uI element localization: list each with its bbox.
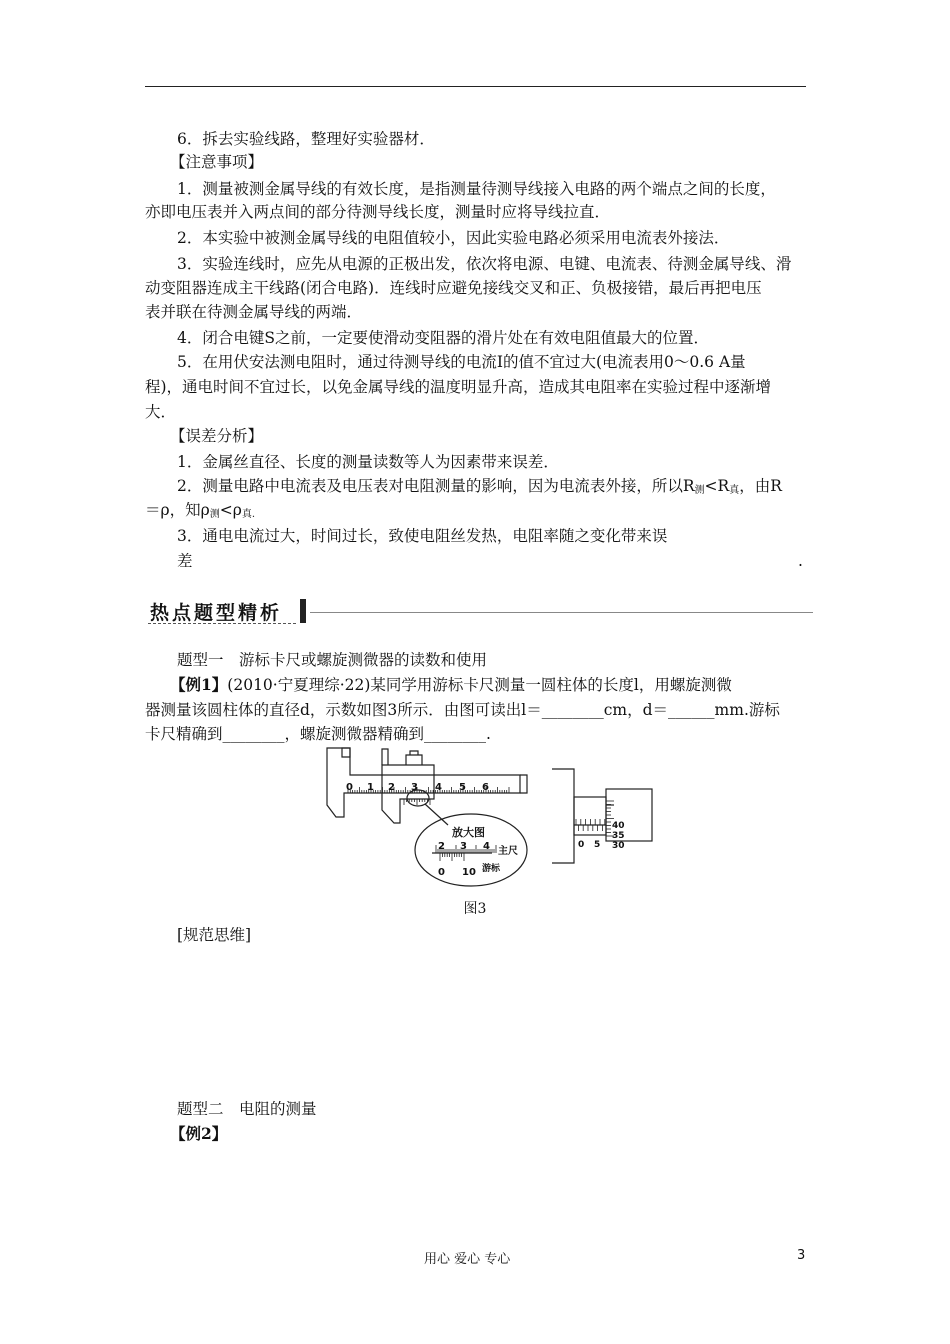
zoom-vernier-label: 游标 [482, 864, 501, 874]
caliper-thumb [406, 755, 422, 765]
footer-slogan: 用心 爱心 专心 [424, 1252, 511, 1267]
zoom-main-label: 主尺 [498, 846, 518, 857]
question-type-1: 题型一 游标卡尺或螺旋测微器的读数和使用 [177, 651, 488, 669]
text-segment: ＝ρ，知ρ [145, 501, 210, 519]
text-segment: <R [704, 477, 730, 495]
micro-sleeve-tick: 0 [578, 840, 585, 850]
subscript: 真 [729, 485, 740, 496]
section-header [148, 598, 813, 626]
zoom-vernier-tick: 10 [462, 867, 476, 878]
main-tick-label: 1 [367, 782, 374, 793]
subscript: 测 [209, 509, 220, 520]
main-tick-label: 5 [459, 782, 466, 793]
caliper-rod-end [520, 775, 527, 793]
section-rule [310, 612, 813, 613]
text-line: . [798, 552, 803, 570]
section-dash [148, 623, 296, 624]
text-segment: <ρ [219, 501, 242, 519]
micro-thimble-tick: 40 [612, 821, 625, 831]
text-line: 表并联在待测金属导线的两端． [145, 303, 363, 321]
text-line: 1．测量被测金属导线的有效长度，是指测量待测导线接入电路的两个端点之间的长度， [177, 180, 776, 198]
example-1-line [170, 674, 732, 696]
text-line: 大． [145, 403, 177, 421]
main-tick-label: 0 [346, 782, 353, 793]
text-line: 程)，通电时间不宜过长，以免金属导线的温度明显升高，造成其电阻率在实验过程中逐渐增 [145, 378, 772, 396]
main-tick-label: 3 [411, 782, 418, 793]
example-1-line: 卡尺精确到________，螺旋测微器精确到________. [145, 725, 491, 743]
subscript: 真. [241, 509, 256, 520]
text-line: 动变阻器连成主干线路(闭合电路)．连线时应避免接线交叉和正、负极接错，最后再把电压 [145, 279, 762, 297]
heading-notes: 【注意事项】 [170, 153, 264, 171]
text-line: 亦即电压表并入两点间的部分待测导线长度，测量时应将导线拉直． [145, 203, 611, 221]
figure-caption: 图3 [463, 901, 487, 917]
text-line: 1．金属丝直径、长度的测量读数等人为因素带来误差． [177, 453, 559, 471]
text-line: 4．闭合电键S之前，一定要使滑动变阻器的滑片处在有效电阻值最大的位置． [177, 329, 709, 347]
caliper-slider-jaw [382, 749, 388, 765]
text-line: 2．本实验中被测金属导线的电阻值较小，因此实验电路必须采用电流表外接法． [177, 229, 730, 247]
thinking-label: [规范思维] [177, 926, 252, 944]
micro-thimble-tick: 30 [612, 841, 625, 851]
main-tick-label: 2 [388, 782, 395, 793]
main-tick-label: 4 [435, 782, 442, 793]
micrometer-frame [552, 769, 574, 863]
text-line: 差 [177, 552, 193, 570]
text-segment: ，由R [739, 477, 782, 495]
text-line: 3．通电电流过大，时间过长，致使电阻丝发热，电阻率随之变化带来误 [177, 527, 668, 545]
text-line [145, 499, 255, 526]
page-number: 3 [797, 1248, 806, 1263]
heading-errors: 【误差分析】 [170, 427, 264, 445]
question-type-2: 题型二 电阻的测量 [177, 1100, 317, 1118]
caliper-upper-jaw [342, 748, 350, 757]
text-line: 6．拆去实验线路，整理好实验器材． [177, 130, 435, 148]
example-2-label: 【例2】 [170, 1124, 228, 1143]
zoom-vernier-tick: 0 [438, 867, 445, 878]
text-line: 3．实验连线时，应先从电源的正极出发，依次将电源、电键、电流表、待测金属导线、滑 [177, 255, 792, 273]
subscript: 测 [694, 485, 705, 496]
micro-sleeve-tick: 5 [594, 840, 601, 850]
zoom-label: 放大图 [452, 826, 485, 839]
text-line [177, 475, 782, 502]
caliper-body [327, 748, 520, 817]
text-line: 5．在用伏安法测电阻时，通过待测导线的电流I的值不宜过大(电流表用0～0.6 A量 [177, 353, 746, 371]
zoom-main-tick: 3 [460, 841, 467, 852]
main-tick-label: 6 [482, 782, 489, 793]
text-segment: (2010·宁夏理综·22)某同学用游标卡尺测量一圆柱体的长度l，用螺旋测微 [227, 676, 732, 694]
zoom-main-tick: 2 [438, 841, 445, 852]
header-rule [145, 86, 806, 87]
section-title: 热点题型精析 [150, 602, 283, 624]
text-segment: 2．测量电路中电流表及电压表对电阻测量的影响，因为电流表外接，所以R [177, 477, 695, 495]
micro-thimble-tick: 35 [612, 831, 625, 841]
zoom-main-tick: 4 [483, 841, 490, 852]
example-1-line: 器测量该圆柱体的直径d，示数如图3所示．由图可读出l＝________cm，d＝______mm.游标 [145, 701, 780, 719]
figure-3 [322, 745, 658, 887]
section-bar [300, 599, 306, 623]
example-1-label: 【例1】 [170, 675, 228, 694]
